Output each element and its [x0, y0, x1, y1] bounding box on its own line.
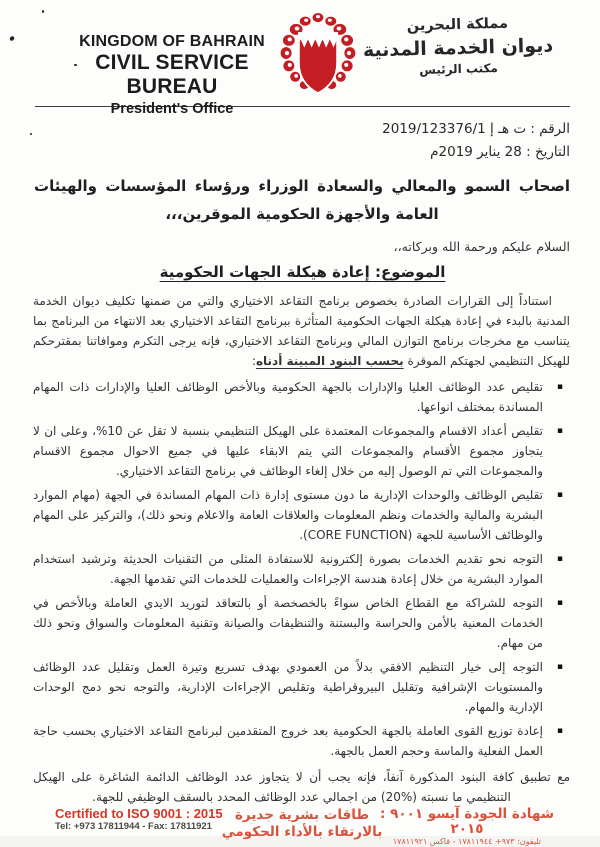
bullet-text: تقليص عدد الوظائف العليا والإدارات بالجهة الحكومية وبالأخص الوظائف العليا والإدارات ذات المهام المساندة بمختلف انواعها. — [33, 380, 543, 414]
bullet-item-3 — [33, 485, 570, 545]
bullet-item-6 — [33, 657, 570, 717]
addressee-line: اصحاب السمو والمعالي والسعادة الوزراء ورؤساء المؤسسات والهيئات العامة والأجهزة الحكومية الموقرين،،، — [34, 177, 570, 223]
bullet-item-5 — [33, 593, 570, 653]
footer-arabic — [362, 807, 572, 847]
scan-speck — [9, 35, 15, 41]
bureau-title-ar: ديوان الخدمة المدنية — [362, 34, 554, 62]
slogan-line-2: بالارتقاء بالأداء الحكومي — [221, 824, 383, 840]
bullet-text: إعادة توزيع القوى العاملة بالجهة الحكومية بعد خروج المتقدمين لبرنامج التقاعد الاختياري بحسب حاجة العمل الفعلية والماسة وحجم العمل بالجهة. — [33, 724, 543, 758]
bullet-text: التوجه إلى خيار التنظيم الافقي بدلاً من العمودي بهدف تسريع وتيرة العمل وتقليل عدد الوظائف والمستويات الإشرافية وتقليل البيروقراطية وتقليص الإجراءات الإدارية، والتوجه نحو دمج الوحدات الإدارية والمهام. — [33, 660, 543, 714]
scan-speck — [30, 133, 32, 135]
bullet-square-icon: ▪ — [556, 426, 563, 436]
bullet-text: تقليص أعداد الاقسام والمجموعات المعتمدة على الهيكل التنظيمي بنسبة لا تقل عن 10%، وعلى ان لا يتجاوز مجموع الأقسام والمجموعات التي يتم الابقاء عليها في جميع الاحوال مجموع الاقسام والمجموعات التي تم الوصول إليه من خلال إلغاء الوظائف في برنامج التقاعد الاختياري. — [33, 424, 543, 478]
intro-colon: : — [251, 354, 256, 368]
bullet-item-1 — [33, 377, 570, 417]
bureau-title-en: CIVIL SERVICE BUREAU — [95, 51, 249, 98]
org-name-arabic-calligraphy — [349, 13, 567, 81]
closing-paragraph: مع تطبيق كافة البنود المذكورة آنفاً، فإنه يجب أن لا يتجاوز عدد الوظائف الدائمة الشاغرة على الهيكل التنظيمي ما نسبته (%20) من اجمالي عدد الوظائف المحدد بالسقف الوظيفي للجهة. — [33, 770, 570, 804]
org-name-english — [53, 32, 291, 119]
contact-info-en: Tel: +973 17811944 - Fax: 17811921 — [55, 821, 212, 832]
intro-text: استناداً إلى القرارات الصادرة بخصوص برنامج التقاعد الاختياري والتي من ضمنها تكليف ديوان الخدمة المدنية بالبدء في إعادة هيكلة الجهات الحكومية المتأثرة ببرنامج التقاعد الاختياري بعد الانتهاء من البرنامج بما يتناسب مع مخرجات برنامج التوازن المالي وبرنامج التقاعد الاختياري، فإنه يرجى التكرم وموافاتنا بمقترحكم للهيكل التنظيمي لجهتكم الموقرة — [33, 294, 570, 368]
bullet-item-2 — [33, 421, 570, 481]
bullet-square-icon: ▪ — [556, 554, 563, 564]
iso-certification-en: Certified to ISO 9001 : 2015 — [55, 806, 223, 821]
bullet-square-icon: ▪ — [556, 726, 563, 736]
subject-row — [35, 262, 570, 281]
intro-underlined-phrase: بحسب البنود المبينة أدناه — [255, 354, 404, 368]
bullet-square-icon: ▪ — [556, 382, 563, 392]
reference-number: الرقم : ت هـ إ 2019/123376/1 — [382, 121, 570, 137]
iso-certification-ar: شهادة الجودة آيسو ٩٠٠١ : ٢٠١٥ — [379, 806, 555, 837]
bullet-square-icon: ▪ — [556, 598, 563, 608]
reference-block — [382, 118, 570, 164]
contact-info-ar: تليفون: ٩٧٣+ ١٧٨١١٩٤٤ - فاكس ١٧٨١١٩٢١ — [392, 837, 542, 846]
bullet-text: التوجه نحو تقديم الخدمات بصورة إلكترونية للاستفادة المثلى من التقنيات الحديثة وترشيد استخدام الموارد البشرية من خلال إعادة هندسة الإجراءات والعمليات للخدمات التي تقدمها الجهة. — [33, 552, 543, 586]
office-title-ar: مكتب الرئيس — [419, 60, 499, 78]
slogan-line-1: طاقات بشرية جديرة — [234, 807, 370, 823]
office-title-en: President's Office — [110, 101, 234, 117]
kingdom-title-ar: مملكة البحرين — [406, 15, 509, 35]
kingdom-title-en: KINGDOM OF BAHRAIN — [79, 33, 265, 50]
bullet-square-icon: ▪ — [556, 490, 563, 500]
letterhead — [35, 8, 570, 117]
letter-body — [33, 291, 570, 807]
subject-line: الموضوع: إعادة هيكلة الجهات الحكومية — [159, 263, 446, 281]
islamic-greeting: السلام عليكم ورحمة الله وبركاته،، — [393, 239, 570, 254]
bullet-item-7 — [33, 721, 570, 761]
bullet-item-4 — [33, 549, 570, 589]
bahrain-coat-of-arms-icon — [277, 8, 359, 100]
bullet-text: تقليص الوظائف والوحدات الإدارية ما دون مستوى إدارة ذات المهام المساندة في الجهة (مهام الموارد البشرية والمالية والخدمات ونظم المعلومات والعلاقات العامة والاعلام ونحو ذلك)، والتركيز على المهام والوظائف الأساسية للجهة (CORE FUNCTION). — [33, 488, 543, 542]
letter-date: التاريخ : 28 يناير 2019م — [430, 144, 570, 160]
bullet-square-icon: ▪ — [556, 662, 563, 672]
page-footer — [0, 806, 600, 846]
intro-paragraph — [33, 291, 570, 371]
bullet-text: التوجه للشراكة مع القطاع الخاص سواءً بالخصخصة أو بالتعاقد لتوريد الايدي العاملة وبالأخص في الخدمات المعنية بالأمن والحراسة والبستنة والتنظيفات والصيانة وتقنية المعلومات والسواق ونحو ذلك من مهام. — [33, 596, 543, 650]
